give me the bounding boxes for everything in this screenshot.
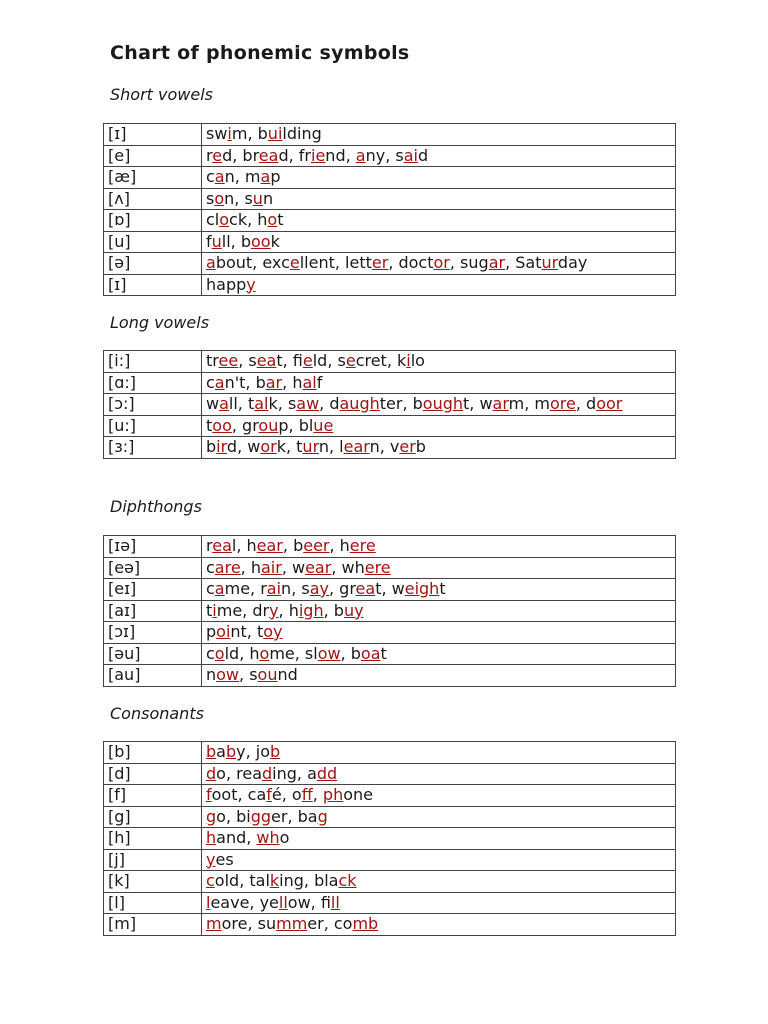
phoneme-symbol: [j] xyxy=(104,849,202,871)
highlighted-letters: ea xyxy=(355,579,376,598)
example-words: wall, talk, saw, daughter, bought, warm, more, door xyxy=(202,394,676,416)
section-heading-diphthongs: Diphthongs xyxy=(110,497,202,516)
highlighted-letters: ough xyxy=(422,394,464,413)
table-row xyxy=(104,536,676,558)
highlighted-letters: ow xyxy=(216,665,240,684)
example-words: full, book xyxy=(202,231,676,253)
table-long-vowels xyxy=(103,350,676,459)
table-row xyxy=(104,579,676,601)
highlighted-letters: o xyxy=(214,643,225,663)
highlighted-letters: ff xyxy=(301,785,313,804)
highlighted-letters: ay xyxy=(309,579,329,598)
table-row xyxy=(104,849,676,871)
phoneme-symbol: [e] xyxy=(104,145,202,167)
phoneme-symbol: [u] xyxy=(104,231,202,253)
highlighted-letters: ear xyxy=(256,536,283,555)
highlighted-letters: k xyxy=(269,871,280,890)
highlighted-letters: eer xyxy=(303,536,330,555)
highlighted-letters: ai xyxy=(266,579,282,598)
highlighted-letters: ar xyxy=(488,253,506,272)
highlighted-letters: ar xyxy=(492,394,509,413)
phoneme-symbol: [au] xyxy=(104,665,202,687)
highlighted-letters: a xyxy=(214,167,225,186)
highlighted-letters: ir xyxy=(216,437,227,456)
page-title: Chart of phonemic symbols xyxy=(110,42,410,64)
example-words: too, group, blue xyxy=(202,415,676,437)
highlighted-letters: mm xyxy=(276,914,308,933)
highlighted-letters: y xyxy=(246,274,256,294)
table-row xyxy=(104,892,676,914)
table-row xyxy=(104,665,676,687)
table-row xyxy=(104,828,676,850)
highlighted-letters: ere xyxy=(349,536,376,555)
highlighted-letters: mb xyxy=(352,914,379,933)
table-row xyxy=(104,210,676,232)
highlighted-letters: d xyxy=(262,763,273,783)
highlighted-letters: or xyxy=(260,437,277,456)
table-row xyxy=(104,188,676,210)
highlighted-letters: f xyxy=(266,785,272,804)
highlighted-letters: ea xyxy=(212,536,232,555)
highlighted-letters: ee xyxy=(218,351,239,370)
highlighted-letters: al xyxy=(302,372,317,392)
highlighted-letters: y xyxy=(206,849,216,869)
phoneme-symbol: [ɔɪ] xyxy=(104,622,202,644)
highlighted-letters: ur xyxy=(302,437,319,456)
highlighted-letters: ck xyxy=(338,871,357,890)
example-words: can't, bar, half xyxy=(202,372,676,394)
highlighted-letters: oor xyxy=(596,394,623,413)
table-diphthongs xyxy=(103,535,676,687)
example-words: swim, building xyxy=(202,124,676,146)
highlighted-letters: b xyxy=(225,742,237,761)
highlighted-letters: c xyxy=(206,871,215,890)
highlighted-letters: g xyxy=(206,806,217,826)
phoneme-symbol: [eɪ] xyxy=(104,579,202,601)
table-row xyxy=(104,763,676,785)
example-words: cold, talking, black xyxy=(202,871,676,893)
highlighted-letters: oi xyxy=(216,622,231,641)
phoneme-symbol: [ɔ:] xyxy=(104,394,202,416)
table-row xyxy=(104,871,676,893)
highlighted-letters: b xyxy=(206,742,217,761)
highlighted-letters: y xyxy=(269,600,279,620)
example-words: about, excellent, letter, doctor, sugar, Saturday xyxy=(202,253,676,275)
highlighted-letters: er xyxy=(371,253,389,272)
phoneme-symbol: [i:] xyxy=(104,351,202,373)
phoneme-symbol: [ɪ] xyxy=(104,274,202,296)
highlighted-letters: al xyxy=(254,394,269,413)
table-row xyxy=(104,643,676,665)
phoneme-symbol: [ɜ:] xyxy=(104,437,202,459)
example-words: yes xyxy=(202,849,676,871)
highlighted-letters: i xyxy=(212,600,217,620)
example-words: more, summer, comb xyxy=(202,914,676,936)
example-words: foot, café, off, phone xyxy=(202,785,676,807)
highlighted-letters: ll xyxy=(278,892,288,912)
highlighted-letters: ie xyxy=(311,145,326,165)
table-row xyxy=(104,437,676,459)
table-row xyxy=(104,167,676,189)
table-row xyxy=(104,253,676,275)
highlighted-letters: b xyxy=(270,742,281,761)
highlighted-letters: ar xyxy=(265,372,283,392)
highlighted-letters: a xyxy=(219,394,229,413)
example-words: hand, who xyxy=(202,828,676,850)
phoneme-symbol: [g] xyxy=(104,806,202,828)
example-words: clock, hot xyxy=(202,210,676,232)
example-words: son, sun xyxy=(202,188,676,210)
section-heading-long-vowels: Long vowels xyxy=(110,313,210,332)
phoneme-symbol: [d] xyxy=(104,763,202,785)
table-row xyxy=(104,806,676,828)
table-row xyxy=(104,914,676,936)
section-heading-short-vowels: Short vowels xyxy=(110,85,213,104)
phoneme-symbol: [aɪ] xyxy=(104,600,202,622)
example-words: red, bread, friend, any, said xyxy=(202,145,676,167)
highlighted-letters: wh xyxy=(256,828,280,847)
example-words: can, map xyxy=(202,167,676,189)
highlighted-letters: ou xyxy=(258,415,279,435)
phoneme-symbol: [ɪ] xyxy=(104,124,202,146)
phoneme-symbol: [l] xyxy=(104,892,202,914)
highlighted-letters: ll xyxy=(330,892,340,912)
highlighted-letters: ui xyxy=(267,124,283,143)
phoneme-symbol: [m] xyxy=(104,914,202,936)
highlighted-letters: dd xyxy=(316,763,338,783)
highlighted-letters: are xyxy=(214,557,241,577)
example-words: do, reading, add xyxy=(202,763,676,785)
highlighted-letters: a xyxy=(355,145,366,165)
highlighted-letters: a xyxy=(214,579,225,598)
table-row xyxy=(104,274,676,296)
highlighted-letters: i xyxy=(406,351,411,370)
highlighted-letters: e xyxy=(302,351,313,370)
example-words: tree, seat, field, secret, kilo xyxy=(202,351,676,373)
highlighted-letters: a xyxy=(214,372,225,392)
highlighted-letters: e xyxy=(345,351,356,370)
highlighted-letters: oo xyxy=(251,231,271,251)
section-heading-consonants: Consonants xyxy=(110,704,204,723)
example-words: baby, job xyxy=(202,742,676,764)
highlighted-letters: ore xyxy=(550,394,576,413)
highlighted-letters: l xyxy=(206,892,211,912)
highlighted-letters: eigh xyxy=(404,579,440,598)
highlighted-letters: or xyxy=(433,253,450,272)
highlighted-letters: a xyxy=(260,167,271,186)
table-row xyxy=(104,600,676,622)
example-words: cold, home, slow, boat xyxy=(202,643,676,665)
phoneme-symbol: [eə] xyxy=(104,557,202,579)
highlighted-letters: o xyxy=(267,210,278,229)
table-row xyxy=(104,742,676,764)
highlighted-letters: oo xyxy=(212,415,232,435)
phoneme-symbol: [ɑ:] xyxy=(104,372,202,394)
table-row xyxy=(104,785,676,807)
example-words: care, hair, wear, where xyxy=(202,557,676,579)
highlighted-letters: ow xyxy=(317,643,341,663)
highlighted-letters: o xyxy=(259,643,270,663)
table-short-vowels xyxy=(103,123,676,296)
phoneme-symbol: [ʌ] xyxy=(104,188,202,210)
phoneme-symbol: [h] xyxy=(104,828,202,850)
highlighted-letters: u xyxy=(211,231,222,251)
phoneme-symbol: [æ] xyxy=(104,167,202,189)
highlighted-letters: ai xyxy=(403,145,418,165)
highlighted-letters: oa xyxy=(360,643,381,663)
highlighted-letters: gg xyxy=(250,806,272,826)
phoneme-symbol: [ɒ] xyxy=(104,210,202,232)
example-words: real, hear, beer, here xyxy=(202,536,676,558)
example-words: go, bigger, bag xyxy=(202,806,676,828)
table-row xyxy=(104,557,676,579)
table-row xyxy=(104,145,676,167)
highlighted-letters: g xyxy=(317,806,328,826)
highlighted-letters: oy xyxy=(263,622,283,641)
example-words: happy xyxy=(202,274,676,296)
highlighted-letters: ph xyxy=(322,785,344,804)
highlighted-letters: f xyxy=(206,785,212,804)
table-row xyxy=(104,351,676,373)
example-words: leave, yellow, fill xyxy=(202,892,676,914)
highlighted-letters: er xyxy=(399,437,416,456)
highlighted-letters: ear xyxy=(305,557,332,577)
table-row xyxy=(104,394,676,416)
table-row xyxy=(104,415,676,437)
phoneme-symbol: [f] xyxy=(104,785,202,807)
highlighted-letters: ea xyxy=(256,351,277,370)
highlighted-letters: ou xyxy=(257,665,278,684)
phoneme-symbol: [b] xyxy=(104,742,202,764)
highlighted-letters: h xyxy=(206,828,217,847)
highlighted-letters: e xyxy=(212,145,223,165)
highlighted-letters: d xyxy=(206,763,217,783)
highlighted-letters: i xyxy=(227,124,232,143)
highlighted-letters: o xyxy=(219,210,230,229)
highlighted-letters: ur xyxy=(541,253,558,272)
phoneme-symbol: [əu] xyxy=(104,643,202,665)
highlighted-letters: aw xyxy=(296,394,320,413)
highlighted-letters: a xyxy=(206,253,216,272)
highlighted-letters: m xyxy=(206,914,222,933)
example-words: bird, work, turn, learn, verb xyxy=(202,437,676,459)
highlighted-letters: ue xyxy=(313,415,334,435)
highlighted-letters: igh xyxy=(298,600,324,620)
highlighted-letters: ere xyxy=(364,557,391,577)
table-row xyxy=(104,372,676,394)
highlighted-letters: e xyxy=(289,253,300,272)
table-row xyxy=(104,231,676,253)
example-words: came, rain, say, great, weight xyxy=(202,579,676,601)
phoneme-symbol: [ə] xyxy=(104,253,202,275)
example-words: now, sound xyxy=(202,665,676,687)
example-words: time, dry, high, buy xyxy=(202,600,676,622)
highlighted-letters: o xyxy=(214,188,225,208)
phoneme-symbol: [ɪə] xyxy=(104,536,202,558)
highlighted-letters: ear xyxy=(343,437,370,456)
table-row xyxy=(104,124,676,146)
highlighted-letters: ea xyxy=(258,145,279,165)
highlighted-letters: u xyxy=(252,188,263,208)
highlighted-letters: augh xyxy=(339,394,380,413)
table-consonants xyxy=(103,741,676,936)
phoneme-symbol: [u:] xyxy=(104,415,202,437)
example-words: point, toy xyxy=(202,622,676,644)
highlighted-letters: air xyxy=(260,557,282,577)
table-row xyxy=(104,622,676,644)
highlighted-letters: uy xyxy=(343,600,364,620)
phoneme-symbol: [k] xyxy=(104,871,202,893)
